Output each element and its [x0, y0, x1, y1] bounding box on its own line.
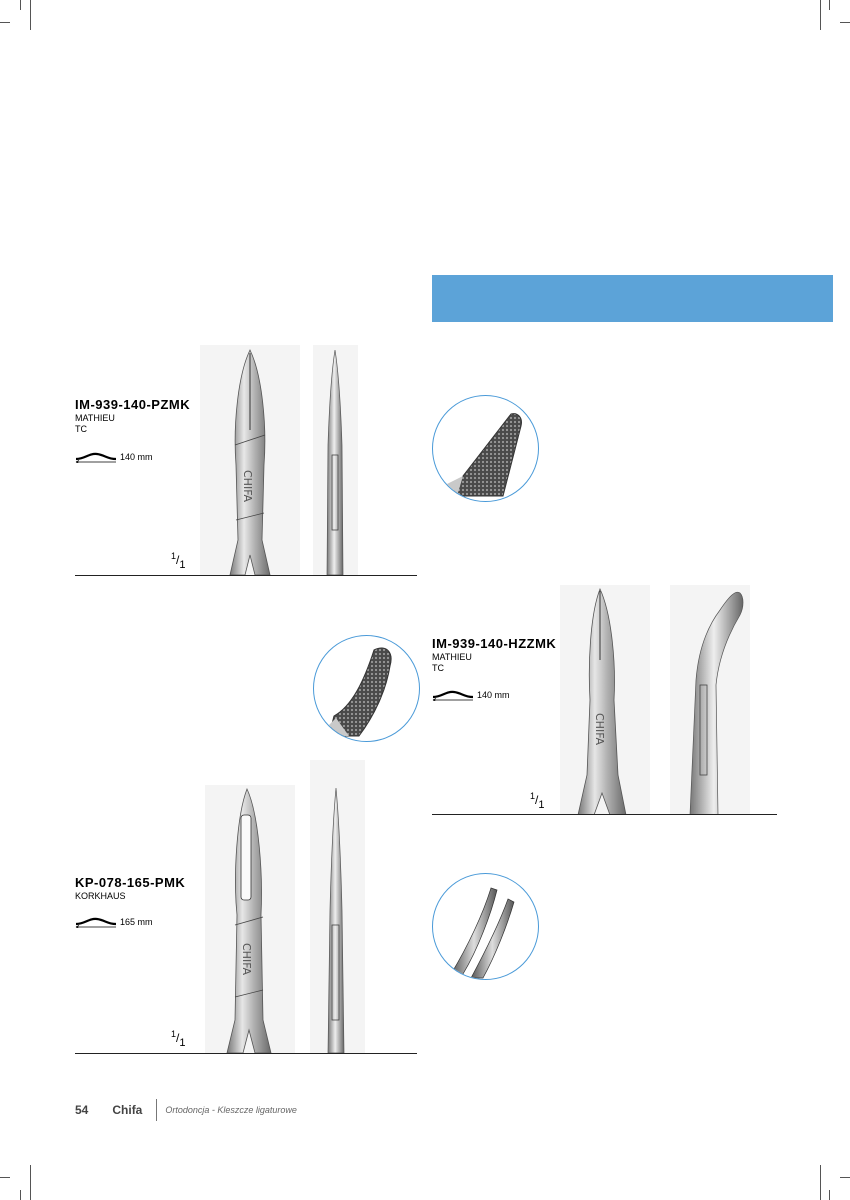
product-code: IM-939-140-HZZMK	[432, 636, 557, 651]
instrument-front-photo	[200, 345, 300, 575]
page-number: 54	[75, 1103, 89, 1117]
instrument-front-photo	[205, 785, 295, 1053]
scale-denominator: 1	[179, 559, 186, 571]
scale-numerator: 1	[171, 1029, 177, 1039]
product-length	[432, 689, 510, 701]
scale-denominator: 1	[179, 1037, 186, 1049]
length-value: 165 mm	[120, 917, 153, 927]
section-divider	[75, 1053, 417, 1054]
product-code: IM-939-140-PZMK	[75, 397, 191, 412]
curved-instrument-length-icon	[75, 451, 117, 463]
product-name: KORKHAUS	[75, 891, 126, 901]
length-value: 140 mm	[120, 452, 153, 462]
scale-ratio: $^1/_1$	[171, 1029, 186, 1049]
length-value: 140 mm	[477, 690, 510, 700]
footer-divider	[156, 1099, 157, 1121]
product-length	[75, 451, 153, 463]
section-header-band	[432, 275, 833, 322]
product-name: MATHIEU	[75, 413, 115, 423]
product-length	[75, 916, 153, 928]
scale-ratio: $^1/_1$	[171, 551, 186, 571]
tip-detail-magnifier	[313, 635, 420, 742]
brand-engraving: CHIFA	[593, 713, 606, 746]
instrument-side-photo	[313, 345, 358, 575]
product-material: TC	[75, 424, 87, 434]
tip-detail-magnifier	[432, 873, 539, 980]
scale-numerator: 1	[530, 791, 536, 801]
scale-denominator: 1	[538, 799, 545, 811]
curved-instrument-length-icon	[432, 689, 474, 701]
instrument-side-photo	[310, 760, 365, 1053]
product-material: TC	[432, 663, 444, 673]
brand-name: Chifa	[112, 1103, 143, 1117]
product-code: KP-078-165-PMK	[75, 875, 186, 890]
page-footer	[75, 1099, 297, 1121]
section-title: Ortodoncja - Kleszcze ligaturowe	[165, 1105, 297, 1115]
tip-detail-magnifier	[432, 395, 539, 502]
section-divider	[75, 575, 417, 576]
product-name: MATHIEU	[432, 652, 472, 662]
brand-engraving: CHIFA	[240, 943, 253, 976]
section-divider	[432, 814, 777, 815]
instrument-front-photo	[560, 585, 650, 815]
scale-ratio: $^1/_1$	[530, 791, 545, 811]
scale-numerator: 1	[171, 551, 177, 561]
instrument-side-photo	[670, 585, 750, 815]
brand-engraving: CHIFA	[241, 470, 254, 503]
curved-instrument-length-icon	[75, 916, 117, 928]
